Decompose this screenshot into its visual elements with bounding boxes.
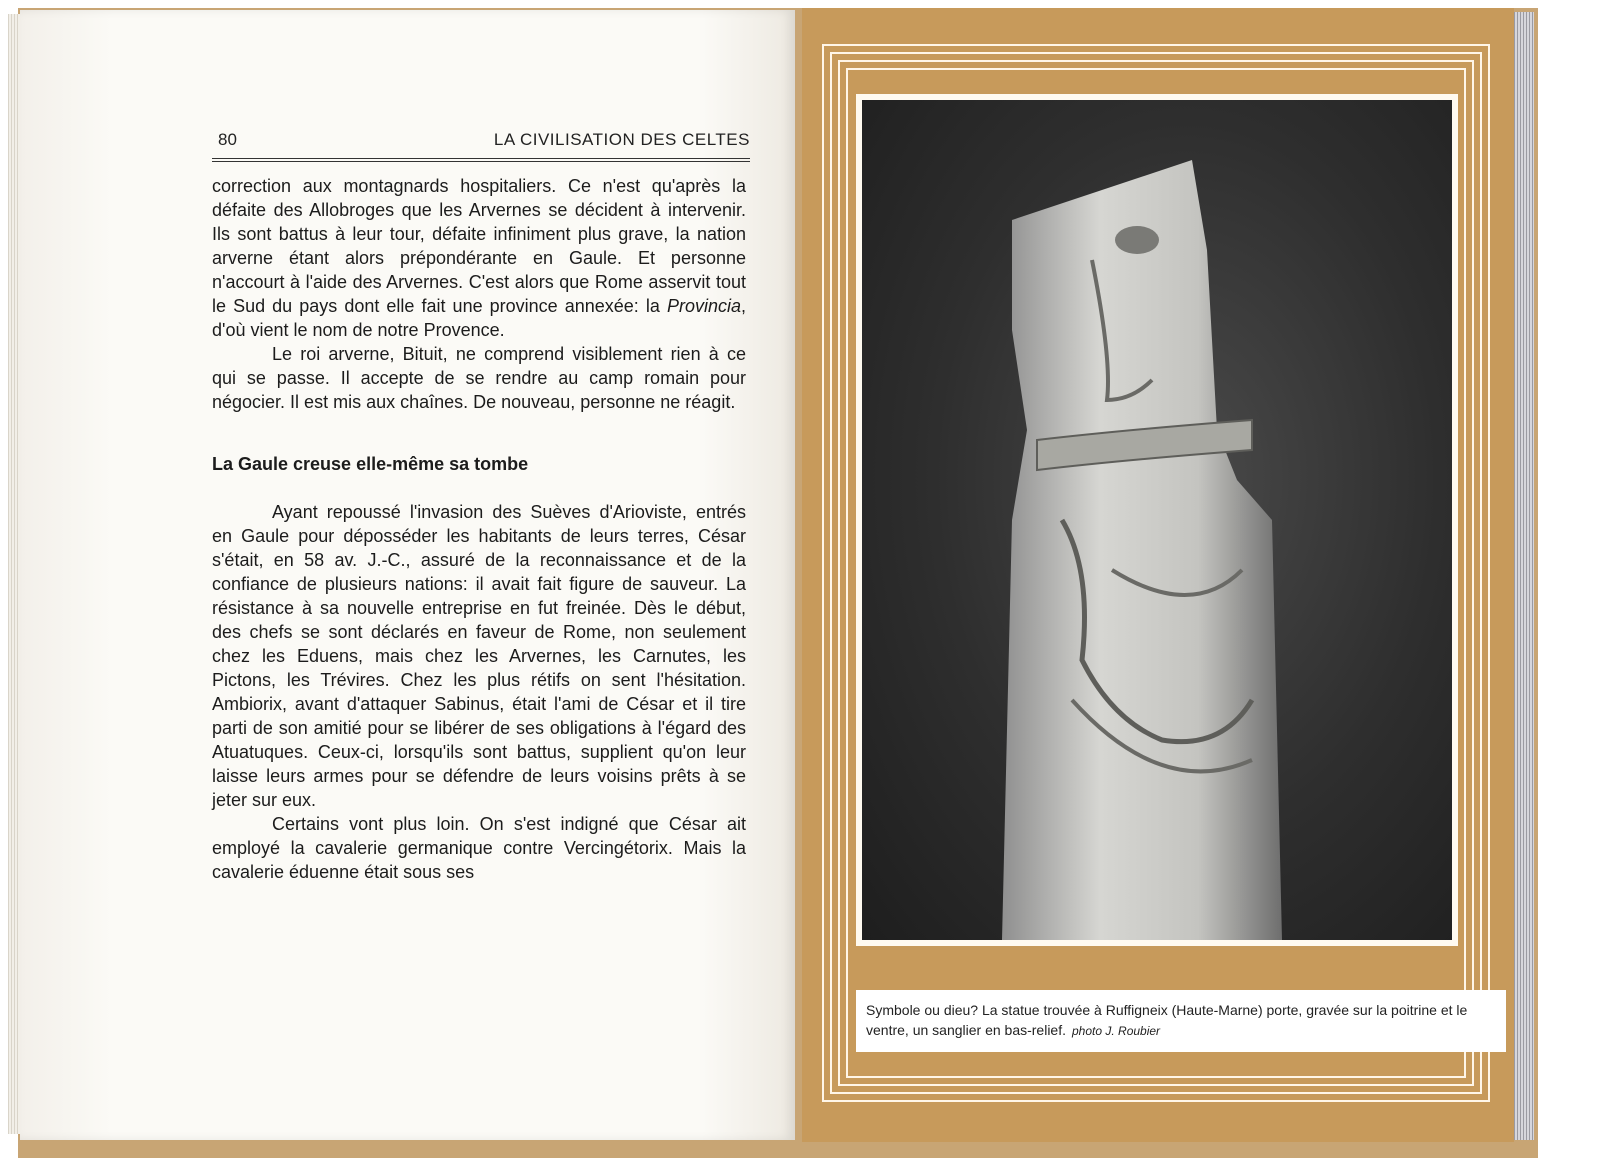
chapter-title: LA CIVILISATION DES CELTES: [493, 130, 750, 149]
caption-text: Symbole ou dieu? La statue trouvée à Ruffigneix (Haute-Marne) porte, gravée sur la poitrine et le ventre, un sanglier en bas-relief.: [866, 1002, 1468, 1038]
page-number: 80: [218, 130, 237, 149]
paragraph-1-end: , d'où vient le nom de notre Provence.: [212, 296, 746, 340]
paragraph-4: Certains vont plus loin. On s'est indigné que César ait employé la cavalerie germanique contre Vercingétorix. Mais la cavalerie éduenne était sous ses: [212, 814, 746, 882]
section-subheading: La Gaule creuse elle-même sa tombe: [212, 454, 529, 474]
paragraph-2: Le roi arverne, Bituit, ne comprend visiblement rien à ce qui se passe. Il accepte de se rendre au camp romain pour négocier. Il est mis aux chaînes. De nouveau, personne ne réagit.: [212, 344, 746, 412]
paragraph-1-start: correction aux montagnards hospitaliers. Ce n'est qu'après la défaite des Allobroges que les Arvernes se décident à intervenir. Ils sont battus à leur tour, défaite infiniment plus grave, la nation arverne étant alors prépondérante en Gaule. Et personne n'accourt à l'aide des Arvernes. C'est alors que Rome asservit tout le Sud du pays dont elle fait une province annexée: la: [212, 176, 746, 316]
running-head: [212, 124, 750, 159]
right-page-edge: [1514, 12, 1534, 1140]
statue-photo: [862, 100, 1452, 940]
body-text: [212, 174, 746, 884]
paragraph-1: [212, 174, 746, 342]
statue-illustration: [862, 100, 1452, 940]
photo-credit: photo J. Roubier: [1072, 1024, 1161, 1038]
provincia-italic: Provincia: [666, 296, 741, 316]
figure-caption: [866, 1000, 1506, 1041]
paragraph-3: Ayant repoussé l'invasion des Suèves d'Arioviste, entrés en Gaule pour déposséder les habitants de leurs terres, César s'était, en 58 av. J.-C., assuré de la reconnaissance et de la confiance de plusieurs nations: il avait fait figure de sauveur. La résistance à sa nouvelle entreprise en fut freinée. Dès le début, des chefs se sont déclarés en faveur de Rome, non seulement chez les Eduens, mais chez les Arvernes, les Carnutes, les Pictons, les Trévires. Chez les plus rétifs on sent l'hésitation. Ambiorix, avant d'attaquer Sabinus, était l'ami de César et il tire parti de son amitié pour se libérer de ses obligations à l'égard des Atuatuques. Ceux-ci, lorsqu'ils sont battus, supplient qu'on leur laisse leurs armes pour se défendre de leurs voisins prêts à se jeter sur eux.: [212, 502, 746, 810]
